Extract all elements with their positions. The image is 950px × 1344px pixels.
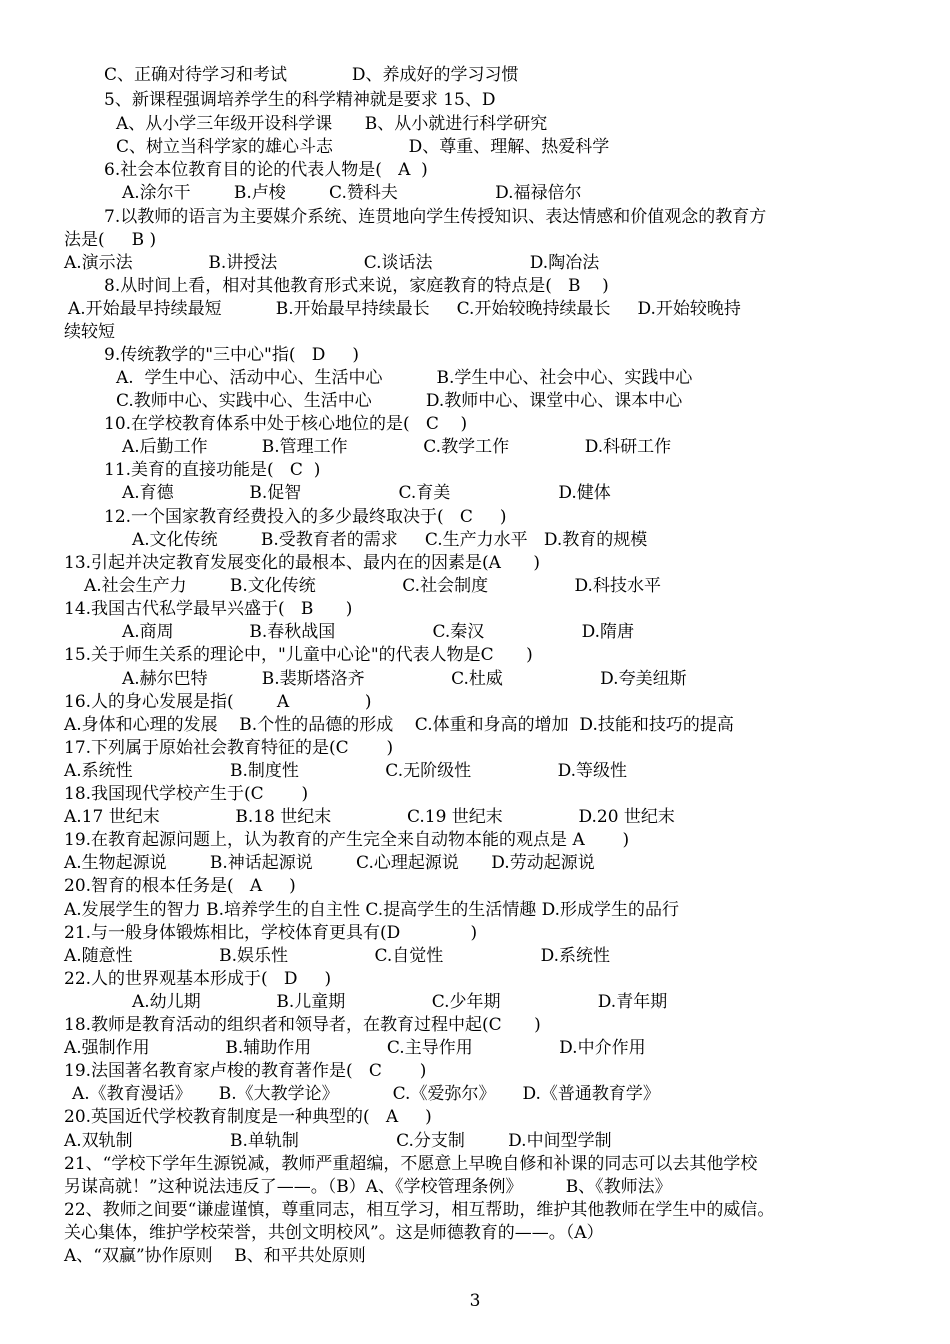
text-line: A.商周 B.春秋战国 C.秦汉 D.隋唐: [122, 622, 634, 642]
text-line: 19.法国著名教育家卢梭的教育著作是( C ): [64, 1061, 427, 1081]
text-line: A. 学生中心、活动中心、生活中心 B.学生中心、社会中心、实践中心: [116, 368, 693, 388]
text-line: C、正确对待学习和考试 D、养成好的学习习惯: [104, 65, 519, 85]
page-number: 3: [469, 1291, 481, 1311]
text-line: A.发展学生的智力 B.培养学生的自主性 C.提高学生的生活情趣 D.形成学生的品行: [64, 900, 680, 920]
text-line: 18.教师是教育活动的组织者和领导者，在教育过程中起(C ): [64, 1015, 541, 1035]
text-line: 8.从时间上看，相对其他教育形式来说，家庭教育的特点是( B ): [104, 276, 609, 296]
text-line: A.文化传统 B.受教育者的需求 C.生产力水平 D.教育的规模: [132, 530, 648, 550]
text-line: 21、“学校下学年生源锐减，教师严重超编，不愿意上早晚自修和补课的同志可以去其他学校: [64, 1154, 758, 1174]
text-line: 22.人的世界观基本形成于( D ): [64, 969, 332, 989]
text-line: A.系统性 B.制度性 C.无阶级性 D.等级性: [64, 761, 627, 781]
text-line: 14.我国古代私学最早兴盛于( B ): [64, 599, 353, 619]
text-line: 法是( B ): [64, 230, 157, 250]
text-line: 20.英国近代学校教育制度是一种典型的( A ): [64, 1107, 432, 1127]
text-line: 9.传统教学的"三中心"指( D ): [104, 345, 359, 365]
text-line: 18.我国现代学校产生于(C ): [64, 784, 309, 804]
text-line: A.幼儿期 B.儿童期 C.少年期 D.青年期: [132, 992, 668, 1012]
text-line: 5、新课程强调培养学生的科学精神就是要求 15、D: [104, 90, 496, 110]
text-line: A.随意性 B.娱乐性 C.自觉性 D.系统性: [64, 946, 610, 966]
text-line: 13.引起并决定教育发展变化的最根本、最内在的因素是(A ): [64, 553, 540, 573]
text-line: 另谋高就！”这种说法违反了——。（B）A、《学校管理条例》 B、《教师法》: [64, 1177, 672, 1197]
text-line: 16.人的身心发展是指( A ): [64, 692, 372, 712]
text-line: 10.在学校教育体系中处于核心地位的是( C ): [104, 414, 468, 434]
text-line: 15.关于师生关系的理论中，"儿童中心论"的代表人物是C ): [64, 645, 533, 665]
text-line: A.演示法 B.讲授法 C.谈话法 D.陶冶法: [64, 253, 600, 273]
text-line: 12.一个国家教育经费投入的多少最终取决于( C ): [104, 507, 507, 527]
text-line: A.《教育漫话》 B.《大教学论》 C.《爱弥尔》 D.《普通教育学》: [72, 1084, 660, 1104]
text-line: A.17 世纪末 B.18 世纪末 C.19 世纪末 D.20 世纪末: [64, 807, 675, 827]
text-line: A.育德 B.促智 C.育美 D.健体: [122, 483, 611, 503]
text-line: A.赫尔巴特 B.裴斯塔洛齐 C.杜威 D.夸美纽斯: [122, 669, 687, 689]
text-line: A.社会生产力 B.文化传统 C.社会制度 D.科技水平: [84, 576, 661, 596]
text-line: A.身体和心理的发展 B.个性的品德的形成 C.体重和身高的增加 D.技能和技巧的提高: [64, 715, 734, 735]
text-line: A、“双赢”协作原则 B、和平共处原则: [64, 1246, 366, 1266]
text-line: C.教师中心、实践中心、生活中心 D.教师中心、课堂中心、课本中心: [116, 391, 683, 411]
text-line: 6.社会本位教育目的论的代表人物是( A ): [104, 160, 428, 180]
text-line: 续较短: [64, 322, 115, 342]
text-line: C、树立当科学家的雄心斗志 D、尊重、理解、热爱科学: [116, 137, 610, 157]
text-line: 20.智育的根本任务是( A ): [64, 876, 296, 896]
text-line: 7.以教师的语言为主要媒介系统、连贯地向学生传授知识、表达情感和价值观念的教育方: [104, 207, 767, 227]
text-line: A、从小学三年级开设科学课 B、从小就进行科学研究: [116, 114, 548, 134]
text-line: 19.在教育起源问题上，认为教育的产生完全来自动物本能的观点是 A ): [64, 830, 630, 850]
text-line: 关心集体，维护学校荣誉，共创文明校风”。这是师德教育的——。（A）: [64, 1223, 604, 1243]
text-line: 21.与一般身体锻炼相比，学校体育更具有(D ): [64, 923, 478, 943]
text-line: 22、教师之间要“谦虚谨慎，尊重同志，相互学习，相互帮助，维护其他教师在学生中的威信。: [64, 1200, 775, 1220]
text-line: A.强制作用 B.辅助作用 C.主导作用 D.中介作用: [64, 1038, 646, 1058]
text-line: A.涂尔干 B.卢梭 C.赞科夫 D.福禄倍尔: [122, 183, 582, 203]
text-line: 11.美育的直接功能是( C ): [104, 460, 321, 480]
text-line: A.后勤工作 B.管理工作 C.教学工作 D.科研工作: [122, 437, 672, 457]
text-line: A.生物起源说 B.神话起源说 C.心理起源说 D.劳动起源说: [64, 853, 595, 873]
text-line: 17.下列属于原始社会教育特征的是(C ): [64, 738, 394, 758]
text-line: A.双轨制 B.单轨制 C.分支制 D.中间型学制: [64, 1131, 612, 1151]
text-line: A.开始最早持续最短 B.开始最早持续最长 C.开始较晚持续最长 D.开始较晚持: [68, 299, 741, 319]
